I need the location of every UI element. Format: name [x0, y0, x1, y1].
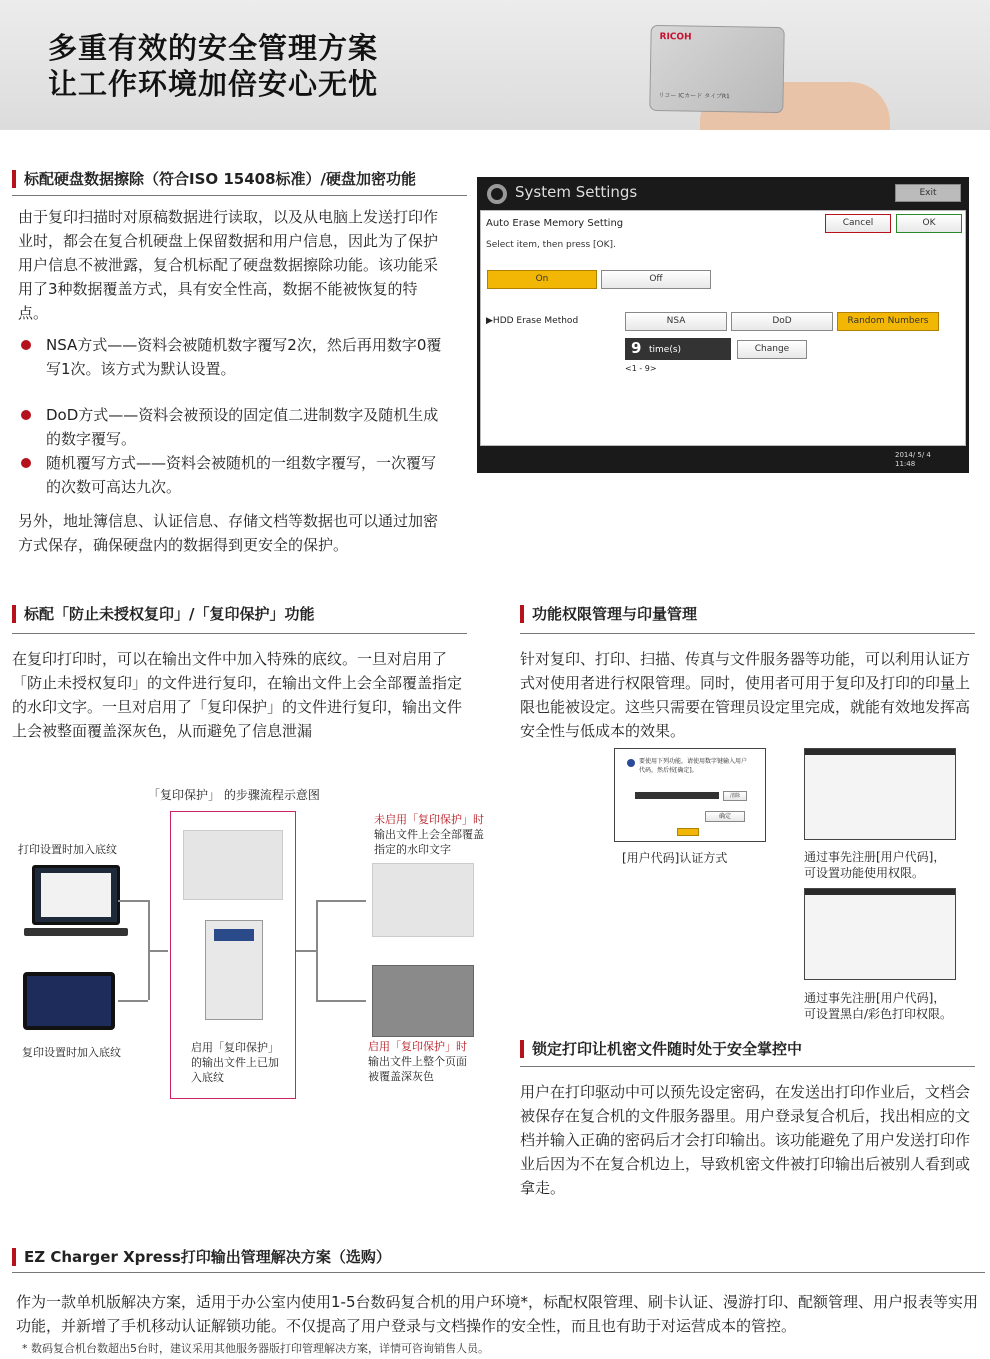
code-input[interactable] [635, 792, 719, 799]
function-permission-screen [804, 748, 956, 840]
ic-card-image [649, 25, 784, 113]
flow-line [316, 900, 318, 1000]
hero-title [48, 30, 378, 102]
hero-title-line1: 多重有效的安全管理方案 [48, 31, 379, 65]
flow-line [316, 900, 366, 902]
divider [12, 1272, 985, 1273]
ez-charger-paragraph: 作为一款单机版解决方案，适用于办公室内使用1-5台数码复合机的用户环境*，标配权限管理、刷卡认证、漫游打印、配额管理、用户报表等实用功能，并新增了手机移动认证解锁功能。不仅提高了用户登录与文档操作的安全性，而且也有助于对运营成本的管控。 [16, 1293, 979, 1335]
label-on-title: 启用「复印保护」时 [368, 1040, 467, 1053]
dialog-text: 要使用下列功能，请使用数字键输入用户代码，然后按[确定]。 [639, 758, 748, 774]
caption-function-line1: 通过事先注册[用户代码]， [804, 850, 946, 864]
divider [12, 633, 467, 634]
copy-protect-paragraph: 在复印打印时，可以在输出文件中加入特殊的底纹。一旦对启用了「防止未授权复印」的文件进行复印，在输出文件上会全部覆盖指定的水印文字。一旦对启用了「复印保护」的文件进行复印，输出文件上会被整面覆盖深灰色，从而避免了信息泄漏 [12, 650, 463, 740]
count-display [625, 338, 731, 360]
divider [12, 195, 467, 196]
section-locked-print-heading: 锁定打印让机密文件随时处于安全掌控中 [520, 1040, 802, 1058]
caption-color [804, 990, 952, 1022]
change-button[interactable]: Change [737, 340, 807, 359]
caption-function-line2: 可设置功能使用权限。 [804, 866, 925, 880]
random-numbers-button[interactable]: Random Numbers [837, 312, 939, 331]
section-permission-heading: 功能权限管理与印量管理 [520, 605, 697, 623]
flow-line [118, 1000, 148, 1002]
label-on-line2: 输出文件上整个页面 [368, 1055, 467, 1068]
card-brand: RICOH [659, 31, 692, 43]
info-icon [627, 759, 635, 767]
caption-user-code: [用户代码]认证方式 [622, 851, 728, 865]
computer-monitor [32, 865, 120, 925]
caption-function [804, 849, 945, 881]
nsa-button[interactable]: NSA [625, 312, 727, 331]
printer-panel [214, 929, 254, 941]
bullet-dod: DoD方式——资料会被预设的固定值二进制数字及随机生成的数字覆写。 [18, 403, 443, 451]
printer-icon [205, 920, 263, 1020]
label-enabled-line1: 启用「复印保护」 [191, 1041, 279, 1054]
system-settings-screen [477, 177, 969, 473]
ok-button[interactable]: OK [896, 214, 962, 233]
label-copy-setting: 复印设置时加入底纹 [22, 1046, 121, 1059]
count-value: 9 [631, 339, 642, 357]
flow-line [118, 900, 148, 902]
divider [520, 633, 975, 634]
flow-line [316, 1000, 366, 1002]
prompt-text: Select item, then press [OK]. [486, 240, 616, 250]
caption-color-line2: 可设置黑白/彩色打印权限。 [804, 1007, 953, 1021]
label-enabled [191, 1040, 287, 1085]
cancel-button[interactable]: Cancel [825, 214, 891, 233]
color-permission-screen [804, 888, 956, 980]
monitor-screen [41, 873, 111, 917]
intro-paragraph: 由于复印扫描时对原稿数据进行读取，以及从电脑上发送打印作业时，都会在复合机硬盘上保留数据和用户信息，因此为了保护用户信息不被泄露，复合机标配了硬盘数据擦除功能。该功能采用了3种数据覆盖方式，具有安全性高，数据不能被恢复的特点。 [18, 208, 439, 322]
diagram-title: 「复印保护」 的步骤流程示意图 [148, 788, 320, 802]
hero-banner [0, 0, 990, 130]
flow-line [296, 950, 316, 952]
label-off-line2: 输出文件上会全部覆盖 [374, 828, 484, 841]
footnote: * 数码复合机台数超出5台时，建议采用其他服务器版打印管理解决方案，详情可咨询销售人员。 [22, 1342, 489, 1355]
bullet-nsa: NSA方式——资料会被随机数字覆写2次，然后再用数字0覆写1次。该方式为默认设置。 [18, 333, 443, 381]
dialog-tab[interactable] [677, 828, 699, 836]
divider [520, 1066, 975, 1067]
outro-paragraph: 另外，地址簿信息、认证信息、存储文档等数据也可以通过加密方式保存，确保硬盘内的数据得到更安全的保护。 [18, 512, 439, 554]
label-print-setting: 打印设置时加入底纹 [18, 843, 117, 856]
label-on-line3: 被覆盖深灰色 [368, 1070, 434, 1083]
user-code-dialog [614, 748, 766, 842]
hero-title-line2: 让工作环境加倍安心无忧 [48, 67, 379, 101]
on-button[interactable]: On [487, 270, 597, 289]
gray-output [372, 965, 474, 1037]
screen-title: System Settings [515, 183, 638, 201]
settings-panel [480, 210, 966, 446]
dialog-ok-button[interactable]: 确定 [705, 811, 745, 822]
label-off-title: 未启用「复印保护」时 [374, 813, 484, 826]
range-text: <1 - 9> [625, 364, 657, 373]
section-hdd-erase-body [18, 205, 443, 557]
clear-button[interactable]: 清除 [723, 791, 747, 801]
section-hdd-erase-heading: 标配硬盘数据擦除（符合ISO 15408标准）/硬盘加密功能 [12, 170, 416, 188]
mini-title-bar [805, 749, 955, 755]
caption-color-line1: 通过事先注册[用户代码]， [804, 991, 946, 1005]
flow-line [148, 950, 168, 952]
locked-print-paragraph: 用户在打印驱动中可以预先设定密码，在发送出打印作业后，文档会被保存在复合机的文件服务器里。用户登录复合机后，找出相应的文档并输入正确的密码后才会打印输出。该功能避免了用户发送打印作业后因为不在复合机边上，导致机密文件被打印输出后被别人看到或拿走。 [520, 1083, 971, 1197]
dod-button[interactable]: DoD [731, 312, 833, 331]
patterned-document [183, 830, 283, 900]
bullet-random: 随机覆写方式——资料会被随机的一组数字覆写，一次覆写的次数可高达九次。 [18, 451, 443, 499]
label-enabled-line2: 的输出文件上已加 [191, 1056, 279, 1069]
section-copy-protect-heading: 标配「防止未授权复印」/「复印保护」功能 [12, 605, 314, 623]
setting-name: Auto Erase Memory Setting [486, 218, 624, 229]
mini-title-bar [805, 889, 955, 895]
watermark-output [372, 863, 474, 937]
section-ez-charger-heading: EZ Charger Xpress打印输出管理解决方案（选购） [12, 1248, 391, 1266]
gear-icon [487, 184, 507, 204]
exit-button[interactable]: Exit [895, 184, 961, 202]
off-button[interactable]: Off [601, 270, 711, 289]
label-off-line3: 指定的水印文字 [374, 843, 451, 856]
keyboard [24, 928, 128, 936]
method-label: ▶HDD Erase Method [486, 316, 579, 326]
label-enabled-line3: 入底纹 [191, 1071, 224, 1084]
datetime [895, 451, 931, 469]
card-subtitle: リコー ICカード タイプR1 [658, 91, 730, 101]
tablet-device [23, 972, 115, 1030]
time-text: 11:48 [895, 460, 916, 468]
copy-protect-box [170, 811, 296, 1099]
count-unit: time(s) [649, 345, 682, 355]
date-text: 2014/ 5/ 4 [895, 451, 931, 459]
permission-paragraph: 针对复印、打印、扫描、传真与文件服务器等功能，可以利用认证方式对使用者进行权限管理。同时，使用者可用于复印及打印的印量上限也能被设定。这些只需要在管理员设定里完成，就能有效地发挥高安全性与低成本的效果。 [520, 650, 971, 740]
